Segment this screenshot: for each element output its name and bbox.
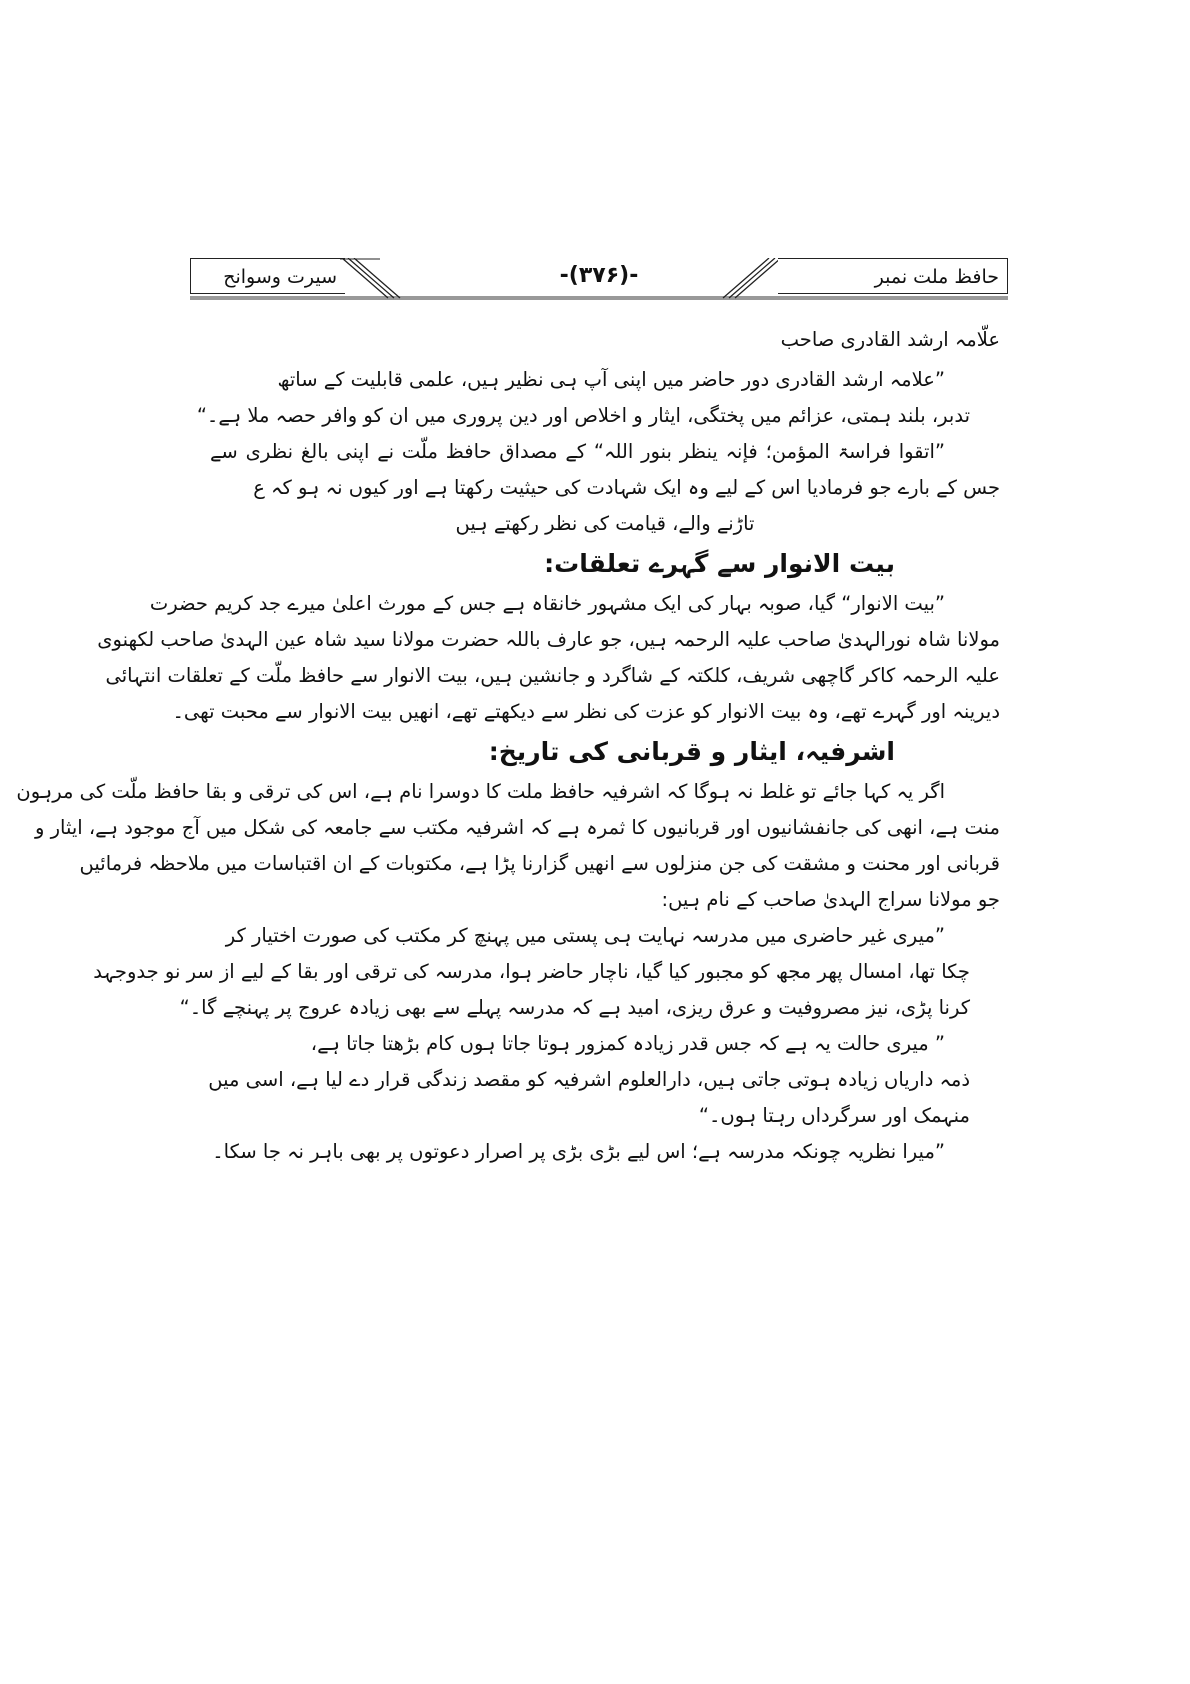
section-heading: بیت الانوار سے گہرے تعلقات: [544, 549, 895, 578]
paragraph-line: علیہ الرحمہ کاکر گاچھی شریف، کلکتہ کے شاگرد و جانشین ہیں، بیت الانوار سے حافظ ملّت کے تعلقات انتہائی [105, 664, 1000, 687]
section-title: سیرت وسوانح [223, 266, 337, 288]
paragraph-line: مولانا شاہ نورالہدیٰ صاحب علیہ الرحمہ ہیں، جو عارف باللہ حضرت مولانا سید شاہ عین الہدیٰ صاحب لکھنوی [97, 628, 1000, 651]
page-number: -(۳۷۶)- [559, 263, 639, 288]
journal-title-box [778, 258, 1008, 294]
section-heading: اشرفیہ، ایثار و قربانی کی تاریخ: [488, 737, 895, 766]
paragraph-line: اگر یہ کہا جائے تو غلط نہ ہوگا کہ اشرفیہ حافظ ملت کا دوسرا نام ہے، اس کی ترقی و بقا حافظ ملّت کی مرہون [16, 780, 945, 803]
quote-line: ” میری حالت یہ ہے کہ جس قدر زیادہ کمزور ہوتا جاتا ہوں کام بڑھتا جاتا ہے، [310, 1032, 945, 1055]
header-rule [190, 296, 1008, 300]
paragraph-line: دیرینہ اور گہرے تھے، وہ بیت الانوار کو عزت کی نظر سے دیکھتے تھے، انھیں بیت الانوار سے محبت تھی۔ [172, 700, 1000, 723]
page-body [16, 322, 1000, 1170]
paragraph-line: قربانی اور محنت و مشقت کی جن منزلوں سے انھیں گزارنا پڑا ہے، مکتوبات کے ان اقتباسات میں ملاحظہ فرمائیں [79, 852, 1000, 875]
author-name: علّامہ ارشد القادری صاحب [780, 328, 1000, 351]
quote-line: ”میری غیر حاضری میں مدرسہ نہایت ہی پستی میں پہنچ کر مکتب کی صورت اختیار کر [225, 924, 945, 947]
quote-line: چکا تھا، امسال پھر مجھ کو مجبور کیا گیا، ناچار حاضر ہوا، مدرسہ کی ترقی اور بقا کے لیے از سر نو جدوجہد [93, 960, 970, 983]
paragraph-line: ”بیت الانوار“ گیا، صوبہ بہار کی ایک مشہور خانقاہ ہے جس کے مورث اعلیٰ میرے جد کریم حضرت [149, 592, 945, 615]
paragraph-line: جو مولانا سراج الہدیٰ صاحب کے نام ہیں: [661, 888, 1000, 911]
quote-line: منہمک اور سرگرداں رہتا ہوں۔“ [698, 1104, 970, 1127]
journal-title: حافظ ملت نمبر [874, 266, 999, 288]
paragraph-line: ”اتقوا فراسۃ المؤمن؛ فإنہ ینظر بنور اللہ“ کے مصداق حافظ ملّت نے اپنی بالغ نظری سے [210, 440, 945, 463]
page-header [190, 258, 1008, 300]
quote-line: ”علامہ ارشد القادری دور حاضر میں اپنی آپ ہی نظیر ہیں، علمی قابلیت کے ساتھ [277, 368, 945, 391]
paragraph-line: منت ہے، انھی کی جانفشانیوں اور قربانیوں کا ثمرہ ہے کہ اشرفیہ مکتب سے جامعہ کی شکل میں آج موجود ہے، ایثار و [34, 816, 1000, 839]
quote-line: ذمہ داریاں زیادہ ہوتی جاتی ہیں، دارالعلوم اشرفیہ کو مقصد زندگی قرار دے لیا ہے، اسی میں [208, 1068, 970, 1091]
paragraph-line: جس کے بارے جو فرمادیا اس کے لیے وہ ایک شہادت کی حیثیت رکھتا ہے اور کیوں نہ ہو کہ ع [253, 476, 1000, 499]
verse-line: تاڑنے والے، قیامت کی نظر رکھتے ہیں [455, 512, 755, 535]
quote-line: تدبر، بلند ہمتی، عزائم میں پختگی، ایثار و اخلاص اور دین پروری میں ان کو وافر حصہ ملا ہے۔“ [196, 404, 970, 427]
quote-line: کرنا پڑی، نیز مصروفیت و عرق ریزی، امید ہے کہ مدرسہ پہلے سے بھی زیادہ عروج پر پہنچے گا۔“ [179, 996, 970, 1019]
quote-line: ”میرا نظریہ چونکہ مدرسہ ہے؛ اس لیے بڑی بڑی پر اصرار دعوتوں پر بھی باہر نہ جا سکا۔ [212, 1140, 945, 1163]
